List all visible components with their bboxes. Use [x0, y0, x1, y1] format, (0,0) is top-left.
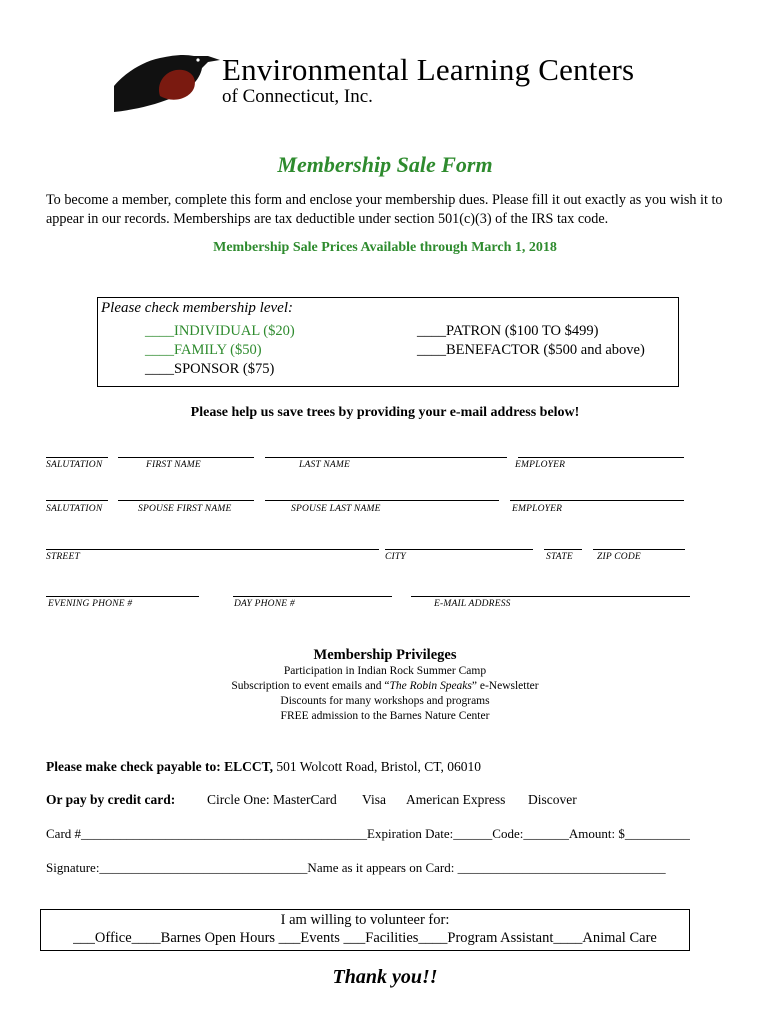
- card-type-visa[interactable]: Visa: [362, 792, 386, 807]
- sale-note: Membership Sale Prices Available through March 1, 2018: [213, 240, 557, 255]
- card-type-amex[interactable]: American Express: [406, 792, 506, 807]
- first-name-field[interactable]: [118, 457, 254, 458]
- intro-paragraph: To become a member, complete this form and enclose your membership dues. Please fill it out exactly as you wish it to appear in our records. Memberships are tax deductible under section 501(c)(3) of the IRS tax code.: [46, 192, 723, 227]
- level-patron-option[interactable]: ____PATRON ($100 TO $499): [417, 323, 599, 339]
- salutation-label: SALUTATION: [46, 460, 103, 470]
- employer-label: EMPLOYER: [515, 460, 566, 470]
- evening-phone-field[interactable]: [46, 596, 199, 597]
- level-sponsor-option[interactable]: ____SPONSOR ($75): [145, 361, 275, 377]
- spouse-last-name-field[interactable]: [265, 500, 499, 501]
- last-name-label: LAST NAME: [299, 460, 350, 470]
- day-phone-label: DAY PHONE #: [234, 599, 295, 609]
- signature-line[interactable]: Signature:________________________________Name as it appears on Card: ________________________________: [46, 860, 666, 875]
- salutation-field[interactable]: [46, 457, 108, 458]
- level-individual-option[interactable]: ____INDIVIDUAL ($20): [145, 323, 295, 339]
- check-address: 501 Wolcott Road, Bristol, CT, 06010: [272, 759, 482, 774]
- street-field[interactable]: [46, 549, 379, 550]
- privilege-item: Discounts for many workshops and programs: [280, 695, 490, 707]
- org-name: Environmental Learning Centers: [222, 52, 635, 87]
- credit-card-label: Or pay by credit card:: [46, 792, 176, 807]
- spouse-employer-field[interactable]: [510, 500, 684, 501]
- membership-level-prompt: Please check membership level:: [101, 300, 293, 316]
- spouse-employer-label: EMPLOYER: [512, 504, 563, 514]
- card-type-mastercard[interactable]: Circle One: MasterCard: [207, 792, 337, 807]
- form-title: Membership Sale Form: [277, 152, 493, 177]
- street-label: STREET: [46, 552, 80, 562]
- city-label: CITY: [385, 552, 406, 562]
- spouse-salutation-field[interactable]: [46, 500, 108, 501]
- zip-code-label: ZIP CODE: [597, 552, 641, 562]
- card-details-line[interactable]: Card #____________________________________________Expiration Date:______Code:_______Amount: $__________: [46, 826, 690, 841]
- employer-field[interactable]: [518, 457, 684, 458]
- card-type-discover[interactable]: Discover: [528, 792, 577, 807]
- volunteer-title: I am willing to volunteer for:: [280, 912, 450, 928]
- level-benefactor-option[interactable]: ____BENEFACTOR ($500 and above): [417, 342, 645, 358]
- spouse-first-name-field[interactable]: [118, 500, 254, 501]
- thank-you-message: Thank you!!: [332, 966, 438, 988]
- evening-phone-label: EVENING PHONE #: [48, 599, 133, 609]
- level-family-option[interactable]: ____FAMILY ($50): [145, 342, 262, 358]
- email-address-label: E-MAIL ADDRESS: [434, 599, 511, 609]
- privilege-text: ” e-Newsletter: [471, 680, 539, 692]
- org-name-subtitle: of Connecticut, Inc.: [222, 86, 373, 107]
- volunteer-options[interactable]: ___Office____Barnes Open Hours ___Events ___Facilities____Program Assistant____Animal Care: [73, 930, 657, 946]
- privilege-item: FREE admission to the Barnes Nature Center: [280, 710, 490, 722]
- privileges-title: Membership Privileges: [313, 647, 457, 663]
- privilege-item: Participation in Indian Rock Summer Camp: [283, 665, 487, 677]
- newsletter-name: The Robin Speaks: [389, 680, 472, 692]
- last-name-field[interactable]: [265, 457, 507, 458]
- city-field[interactable]: [385, 549, 533, 550]
- privilege-item: [0, 680, 770, 692]
- spouse-first-name-label: SPOUSE FIRST NAME: [138, 504, 232, 514]
- email-request-note: Please help us save trees by providing your e-mail address below!: [190, 405, 580, 420]
- robin-logo-icon: [112, 46, 222, 112]
- check-payable-line: [46, 759, 481, 775]
- first-name-label: FIRST NAME: [146, 460, 201, 470]
- check-payable-label: Please make check payable to: ELCCT,: [46, 759, 273, 774]
- email-address-field[interactable]: [411, 596, 690, 597]
- state-field[interactable]: [544, 549, 582, 550]
- spouse-salutation-label: SALUTATION: [46, 504, 103, 514]
- spouse-last-name-label: SPOUSE LAST NAME: [291, 504, 381, 514]
- privilege-text: Subscription to event emails and “: [231, 680, 390, 692]
- day-phone-field[interactable]: [233, 596, 392, 597]
- state-label: STATE: [546, 552, 573, 562]
- zip-code-field[interactable]: [593, 549, 685, 550]
